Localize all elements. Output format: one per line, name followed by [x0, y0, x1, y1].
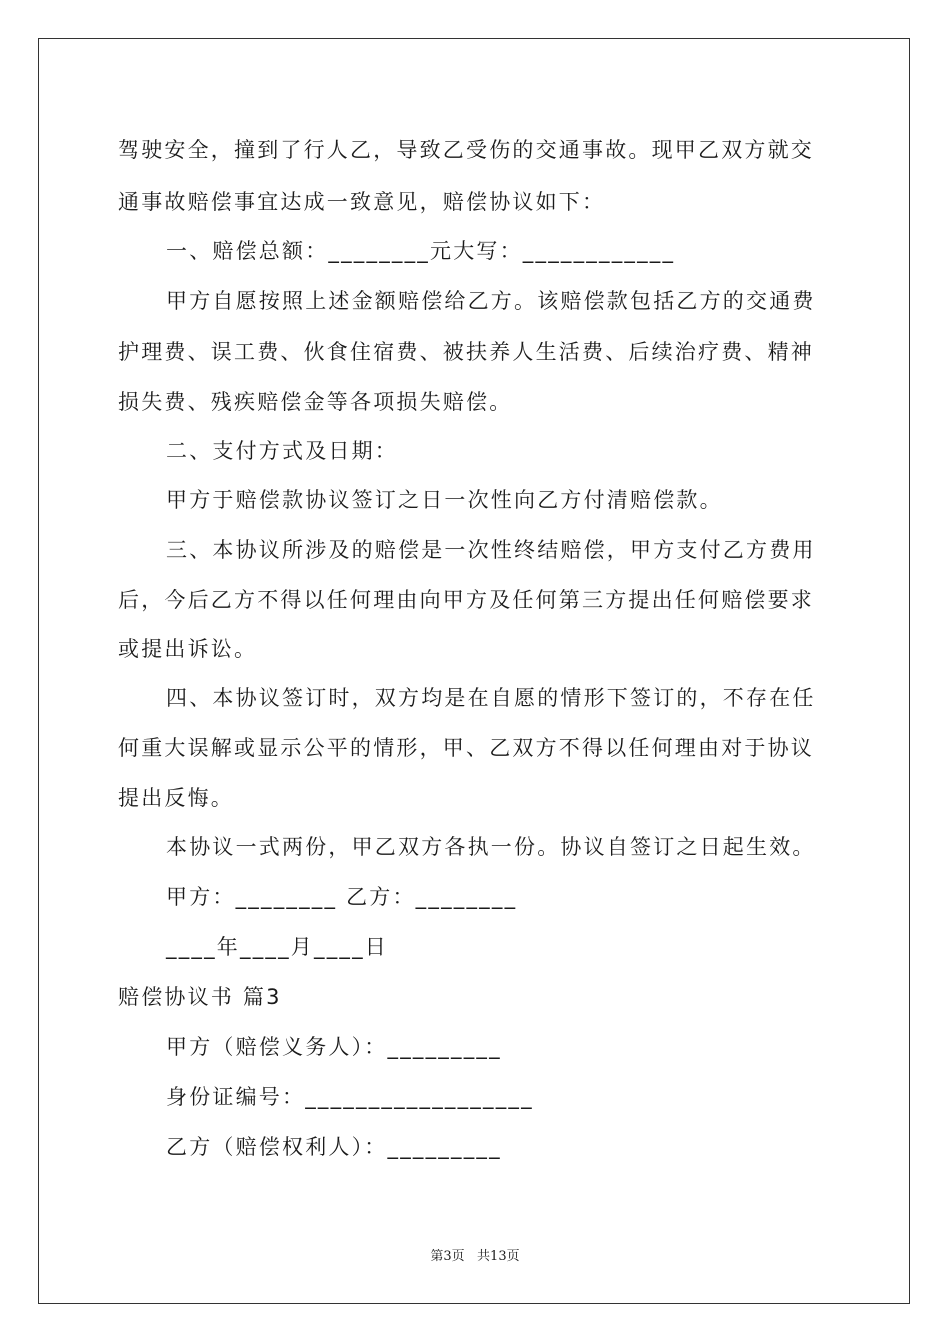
clause-3-line-1: 三、本协议所涉及的赔偿是一次性终结赔偿，甲方支付乙方费用 — [166, 538, 816, 562]
clause-3-line-3: 或提出诉讼。 — [118, 637, 258, 661]
body-line-1: 驾驶安全，撞到了行人乙，导致乙受伤的交通事故。现甲乙双方就交 — [118, 138, 814, 162]
clause-4-line-1: 四、本协议签订时，双方均是在自愿的情形下签订的，不存在任 — [166, 686, 816, 710]
copies-clause: 本协议一式两份，甲乙双方各执一份。协议自签订之日起生效。 — [166, 835, 816, 859]
signature-line: 甲方：________ 乙方：________ — [166, 885, 518, 909]
page-border — [38, 38, 910, 1304]
clause-4-line-2: 何重大误解或显示公平的情形，甲、乙双方不得以任何理由对于协议 — [118, 736, 814, 760]
party-a-field: 甲方（赔偿义务人）：_________ — [166, 1035, 502, 1059]
date-line: ____年____月____日 — [166, 935, 388, 959]
page-number: 第3页 共13页 — [430, 1249, 520, 1264]
body-line-4: 甲方自愿按照上述金额赔偿给乙方。该赔偿款包括乙方的交通费 — [166, 289, 816, 313]
body-line-8: 甲方于赔偿款协议签订之日一次性向乙方付清赔偿款。 — [166, 488, 723, 512]
section-title: 赔偿协议书 篇3 — [118, 985, 282, 1009]
party-b-field: 乙方（赔偿权利人）：_________ — [166, 1135, 502, 1159]
body-line-2: 通事故赔偿事宜达成一致意见，赔偿协议如下： — [118, 190, 606, 214]
body-line-5: 护理费、误工费、伙食住宿费、被扶养人生活费、后续治疗费、精神 — [118, 340, 814, 364]
clause-4-line-3: 提出反悔。 — [118, 786, 234, 810]
clause-1-amount: 一、赔偿总额：________元大写：____________ — [166, 239, 676, 263]
clause-3-line-2: 后，今后乙方不得以任何理由向甲方及任何第三方提出任何赔偿要求 — [118, 588, 814, 612]
id-number-field: 身份证编号：__________________ — [166, 1085, 534, 1109]
clause-2-heading: 二、支付方式及日期： — [166, 439, 398, 463]
body-line-6: 损失费、残疾赔偿金等各项损失赔偿。 — [118, 390, 513, 414]
